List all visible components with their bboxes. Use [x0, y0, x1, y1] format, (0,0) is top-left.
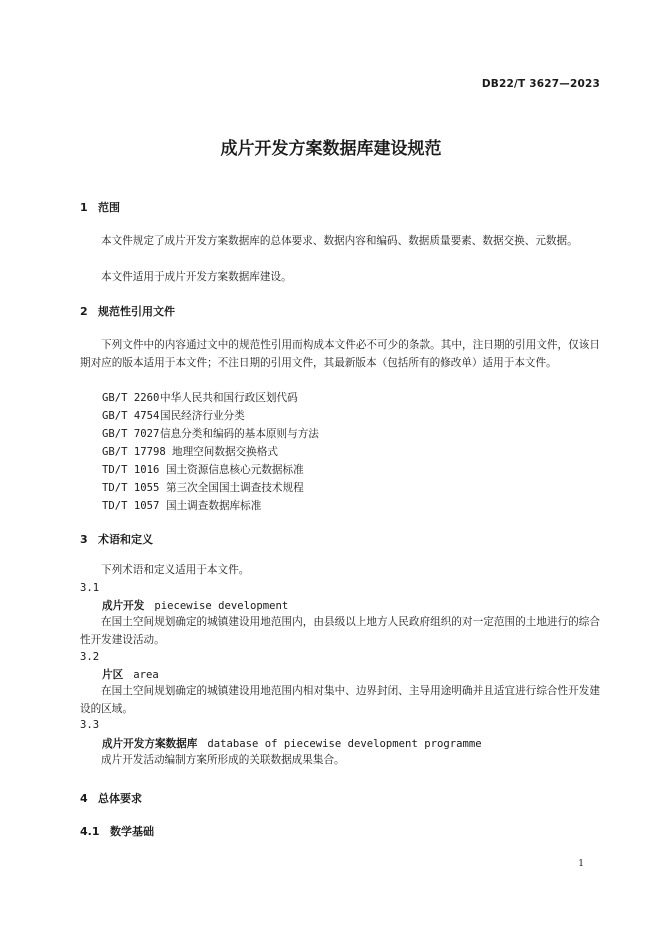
reference-code: GB/T 2260 [102, 392, 160, 404]
reference-title: 第三次全国国土调查技术规程 [166, 482, 304, 494]
section-4-heading [80, 790, 142, 806]
section-title: 术语和定义 [98, 533, 153, 546]
page-number: 1 [578, 859, 584, 869]
reference-title: 信息分类和编码的基本原则与方法 [160, 428, 319, 440]
section-3-intro: 下列术语和定义适用于本文件。 [101, 564, 250, 576]
document-title: 成片开发方案数据库建设规范 [220, 139, 442, 159]
section-title: 数学基础 [110, 825, 154, 838]
reference-code: TD/T 1057 [102, 500, 160, 512]
term-number: 3.3 [80, 719, 100, 731]
term-chinese: 片区 [102, 669, 124, 681]
section-title: 总体要求 [98, 792, 142, 805]
term-definition: 在国土空间规划确定的城镇建设用地范围内相对集中、边界封闭、主导用途明确并且适宜进行综合性开发建设的区域。 [80, 685, 600, 715]
section-number: 2 [80, 305, 88, 318]
reference-title: 国土调查数据库标准 [166, 500, 262, 512]
section-2-heading [80, 303, 175, 319]
reference-code: GB/T 17798 [102, 446, 166, 458]
section-3-heading [80, 531, 153, 547]
term-entry [102, 667, 159, 682]
document-code: DB22/T 3627—2023 [481, 78, 600, 90]
reference-item [102, 462, 304, 477]
term-chinese: 成片开发 [102, 600, 145, 612]
term-definition: 在国土空间规划确定的城镇建设用地范围内，由县级以上地方人民政府组织的对一定范围的土地进行的综合性开发建设活动。 [80, 616, 600, 646]
reference-title: 中华人民共和国行政区划代码 [160, 392, 298, 404]
reference-item [102, 480, 304, 495]
term-number: 3.1 [80, 582, 100, 594]
term-entry [102, 598, 288, 613]
section-1-heading [80, 199, 120, 215]
term-english: piecewise development [154, 600, 289, 612]
term-entry [102, 736, 482, 751]
reference-item [102, 408, 245, 423]
reference-title: 国民经济行业分类 [160, 410, 245, 422]
reference-item [102, 426, 319, 441]
section-number: 4.1 [80, 825, 100, 838]
term-english: area [133, 669, 159, 681]
reference-code: GB/T 4754 [102, 410, 160, 422]
section-4-1-heading [80, 823, 154, 839]
reference-title: 地理空间数据交换格式 [172, 446, 278, 458]
section-number: 1 [80, 201, 88, 214]
section-2-intro: 下列文件中的内容通过文中的规范性引用而构成本文件必不可少的条款。其中，注日期的引用文件，仅该日期对应的版本适用于本文件；不注日期的引用文件，其最新版本（包括所有的修改单）适用于本文件。 [80, 339, 600, 369]
reference-title: 国土资源信息核心元数据标准 [166, 464, 304, 476]
section-title: 范围 [98, 201, 120, 214]
reference-item [102, 444, 278, 459]
reference-item [102, 390, 298, 405]
term-english: database of piecewise development programme [207, 738, 482, 750]
section-1-para-2: 本文件适用于成片开发方案数据库建设。 [101, 271, 292, 283]
section-title: 规范性引用文件 [98, 305, 175, 318]
reference-code: GB/T 7027 [102, 428, 160, 440]
reference-code: TD/T 1016 [102, 464, 160, 476]
section-number: 4 [80, 792, 88, 805]
reference-item [102, 498, 261, 513]
section-number: 3 [80, 533, 88, 546]
term-definition: 成片开发活动编制方案所形成的关联数据成果集合。 [101, 754, 345, 766]
term-chinese: 成片开发方案数据库 [102, 738, 198, 750]
term-number: 3.2 [80, 651, 100, 663]
section-1-para-1: 本文件规定了成片开发方案数据库的总体要求、数据内容和编码、数据质量要素、数据交换、元数据。 [101, 235, 578, 247]
reference-code: TD/T 1055 [102, 482, 160, 494]
